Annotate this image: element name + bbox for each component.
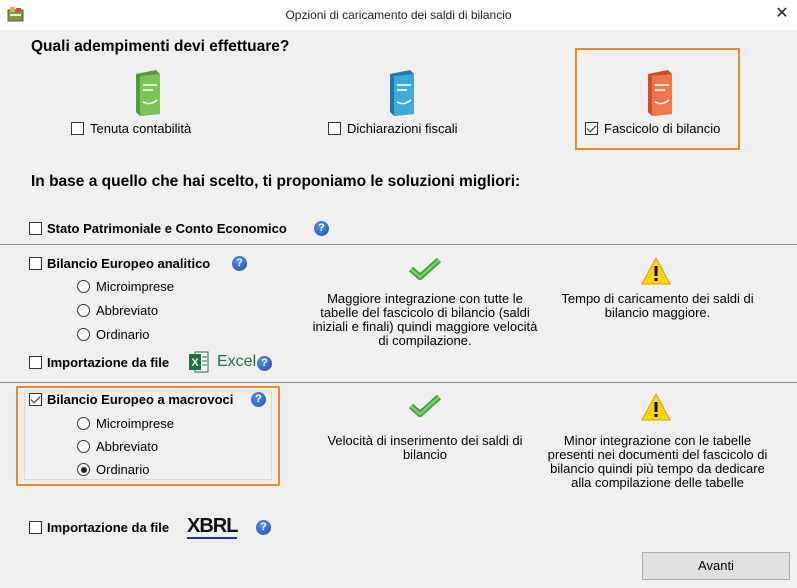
analitico-ordinario-radio[interactable] (77, 328, 90, 341)
analitico-microimprese-radio[interactable] (77, 280, 90, 293)
question-heading: Quali adempimenti devi effettuare? (31, 38, 290, 55)
importazione-excel-label: Importazione da file (47, 355, 170, 370)
importazione-excel-checkbox[interactable] (29, 356, 42, 369)
macrovoci-microimprese-radio[interactable] (77, 417, 90, 430)
section-divider-1 (0, 244, 797, 245)
bilancio-macrovoci-checkbox[interactable] (29, 393, 42, 406)
stato-patrimoniale-help-icon[interactable]: ? (314, 221, 329, 236)
proposal-heading: In base a quello che hai scelto, ti proponiamo le soluzioni migliori: (31, 173, 521, 190)
avanti-button[interactable]: Avanti (642, 552, 790, 580)
analitico-microimprese-label: Microimprese (96, 279, 175, 294)
analitico-abbreviato-label: Abbreviato (96, 303, 159, 318)
dichiarazioni-fiscali-label: Dichiarazioni fiscali (347, 121, 458, 136)
macrovoci-con-warning-icon (641, 393, 671, 421)
bilancio-analitico-label: Bilancio Europeo analitico (47, 256, 211, 271)
macrovoci-abbreviato-label: Abbreviato (96, 439, 159, 454)
section-divider-2 (0, 382, 797, 383)
fascicolo-bilancio-label: Fascicolo di bilancio (604, 121, 721, 136)
bilancio-analitico-checkbox[interactable] (29, 257, 42, 270)
xbrl-logo (187, 515, 237, 539)
analitico-con-warning-icon (641, 257, 671, 285)
tenuta-contabilita-label: Tenuta contabilità (90, 121, 192, 136)
excel-icon (189, 351, 209, 373)
bilancio-analitico-help-icon[interactable]: ? (232, 256, 247, 271)
tenuta-contabilita-checkbox[interactable] (71, 122, 84, 135)
analitico-pro-text: Maggiore integrazione con tutte le tabelle del fascicolo di bilancio (saldi iniziali e finali) quindi maggiore velocità di compilazione. (312, 291, 538, 348)
bilancio-macrovoci-label: Bilancio Europeo a macrovoci (47, 392, 234, 407)
tenuta-contabilita-book-icon (132, 70, 162, 116)
importazione-xbrl-label: Importazione da file (47, 520, 170, 535)
macrovoci-ordinario-radio[interactable] (77, 463, 90, 476)
analitico-pro-check-icon (409, 258, 441, 280)
importazione-xbrl-checkbox[interactable] (29, 521, 42, 534)
bilancio-macrovoci-help-icon[interactable]: ? (251, 392, 266, 407)
analitico-con-text: Tempo di caricamento dei saldi di bilancio maggiore. (561, 291, 754, 320)
macrovoci-microimprese-label: Microimprese (96, 416, 175, 431)
importazione-xbrl-help-icon[interactable]: ? (256, 520, 271, 535)
dichiarazioni-fiscali-checkbox[interactable] (328, 122, 341, 135)
xbrl-logo-text: XBRL (187, 515, 238, 537)
excel-logo-text: Excel (217, 353, 257, 370)
close-button[interactable]: ✕ (775, 5, 789, 22)
dichiarazioni-fiscali-book-icon (386, 70, 416, 116)
analitico-ordinario-label: Ordinario (96, 327, 150, 342)
fascicolo-bilancio-checkbox[interactable] (585, 122, 598, 135)
macrovoci-abbreviato-radio[interactable] (77, 440, 90, 453)
analitico-abbreviato-radio[interactable] (77, 304, 90, 317)
window-title: Opzioni di caricamento dei saldi di bilancio (285, 8, 512, 22)
title-bar (0, 0, 797, 30)
macrovoci-pro-check-icon (409, 395, 441, 417)
stato-patrimoniale-label: Stato Patrimoniale e Conto Economico (47, 221, 287, 236)
macrovoci-pro-text: Velocità di inserimento dei saldi di bilancio (327, 433, 523, 462)
stato-patrimoniale-checkbox[interactable] (29, 222, 42, 235)
macrovoci-ordinario-label: Ordinario (96, 462, 150, 477)
svg-text:X: X (191, 357, 199, 369)
importazione-excel-help-icon[interactable]: ? (257, 356, 272, 371)
macrovoci-con-text: Minor integrazione con le tabelle presenti nei documenti del fascicolo di bilancio quindi più tempo da dedicare alla compilazione delle tabelle (547, 433, 768, 490)
